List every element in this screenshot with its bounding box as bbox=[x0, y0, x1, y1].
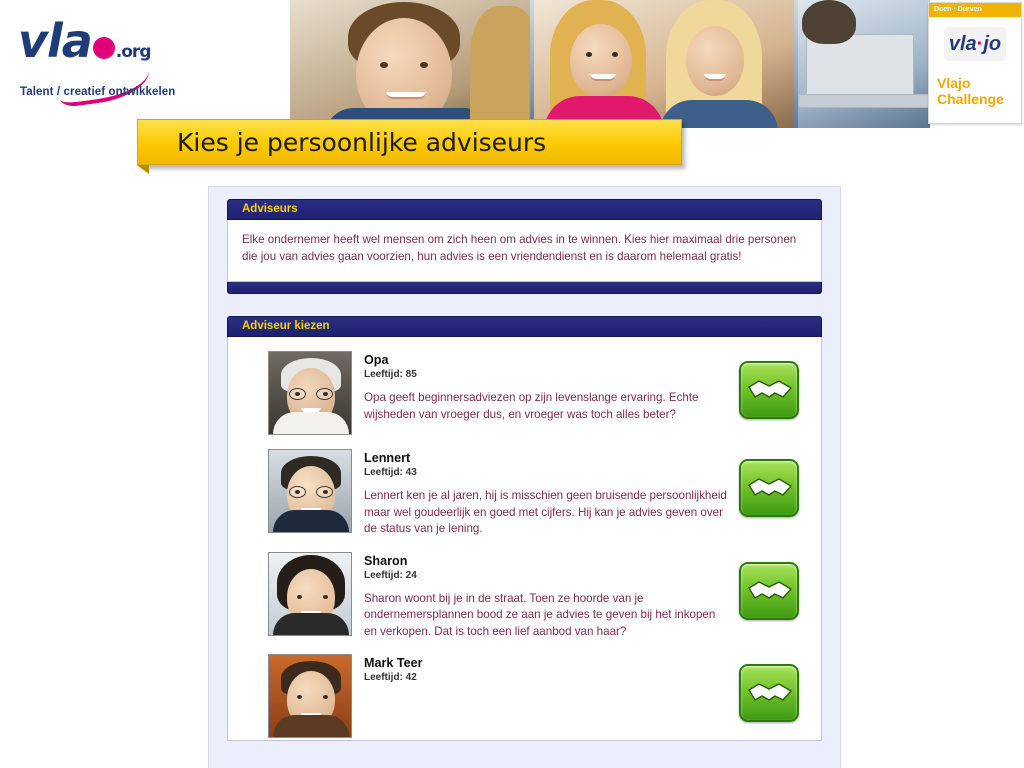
logo-org-text: .org bbox=[115, 42, 151, 62]
header-photo-panel-middle bbox=[534, 0, 794, 128]
choose-advisor-button[interactable] bbox=[739, 562, 799, 620]
advisor-name: Lennert bbox=[364, 451, 411, 465]
advisor-name: Opa bbox=[364, 353, 389, 367]
panel-spacer bbox=[209, 294, 840, 316]
avatar bbox=[268, 654, 352, 738]
advisor-age: Leeftijd: 24 bbox=[364, 569, 417, 581]
choose-advisor-button[interactable] bbox=[739, 664, 799, 722]
list-item[interactable] bbox=[228, 654, 821, 741]
advisor-list bbox=[228, 337, 821, 741]
badge-title-line2: Challenge bbox=[937, 91, 1004, 107]
handshake-icon bbox=[747, 373, 793, 407]
advisors-intro-text: Elke ondernemer heeft wel mensen om zich heen om advies in te winnen. Kies hier maximaal drie personen die jou van advies gaan voorzien, hun advies is een vriendendienst en is daarom helemaal gratis! bbox=[242, 233, 797, 263]
advisor-description: Lennert ken je al jaren, hij is misschien geen bruisende persoonlijkheid maar wel goudeerlijk en goed met cijfers. Hij kan je advies geven over de status van je lening. bbox=[364, 489, 727, 535]
advisor-description: Sharon woont bij je in de straat. Toen ze hoorde van je ondernemersplannen bood ze aan je advies te geven bij het inkopen en verkopen. Dat is toch een lief aanbod van haar? bbox=[364, 591, 716, 638]
handshake-icon bbox=[747, 471, 793, 505]
avatar bbox=[268, 552, 352, 636]
handshake-icon bbox=[747, 574, 793, 608]
avatar bbox=[268, 449, 352, 533]
advisor-info bbox=[352, 654, 727, 693]
vlajo-challenge-badge bbox=[928, 2, 1022, 124]
header-photo-panel-right bbox=[798, 0, 930, 128]
advisor-age: Leeftijd: 42 bbox=[364, 672, 417, 683]
advisor-info bbox=[352, 449, 727, 538]
list-item[interactable] bbox=[228, 449, 821, 552]
choose-advisor-button[interactable] bbox=[739, 361, 799, 419]
advisor-age: Leeftijd: 43 bbox=[364, 467, 417, 478]
badge-logo: vla·jo bbox=[944, 27, 1006, 61]
advisor-info bbox=[352, 351, 727, 423]
advisors-intro-panel bbox=[209, 187, 840, 294]
list-item[interactable] bbox=[228, 552, 821, 655]
banner-fold-decoration bbox=[137, 165, 149, 174]
vlajo-logo bbox=[18, 14, 208, 110]
advisors-intro-header: Adviseurs bbox=[227, 199, 822, 220]
choose-advisor-button[interactable] bbox=[739, 459, 799, 517]
badge-title bbox=[929, 75, 1021, 107]
badge-top-label: Doen · Durven bbox=[929, 3, 1021, 17]
avatar bbox=[268, 351, 352, 435]
header-photo-panel-left bbox=[290, 0, 530, 128]
badge-title-line1: Vlajo bbox=[937, 75, 971, 91]
advisor-chooser-header: Adviseur kiezen bbox=[227, 316, 822, 337]
content-page bbox=[208, 186, 841, 768]
header-photo bbox=[290, 0, 930, 128]
advisors-intro-footer-bar bbox=[227, 282, 822, 294]
page-title: Kies je persoonlijke adviseurs bbox=[177, 127, 547, 157]
logo-wordmark-text: vla bbox=[18, 14, 92, 68]
advisor-chooser-panel bbox=[209, 316, 840, 741]
advisor-age: Leeftijd: 85 bbox=[364, 369, 417, 380]
advisor-chooser-body bbox=[227, 337, 822, 741]
page-title-banner bbox=[137, 119, 682, 165]
handshake-icon bbox=[747, 676, 793, 710]
site-header bbox=[0, 0, 1024, 128]
advisor-name: Sharon bbox=[364, 553, 408, 568]
advisor-description: Opa geeft beginnersadviezen op zijn levenslange ervaring. Echte wijsheden van vroeger dus, en vroeger was toch alles beter? bbox=[364, 391, 699, 421]
advisor-info bbox=[352, 552, 727, 641]
list-item[interactable] bbox=[228, 351, 821, 449]
advisors-intro-body bbox=[227, 220, 822, 282]
logo-tagline: Talent / creatief ontwikkelen bbox=[20, 86, 176, 98]
advisor-name: Mark Teer bbox=[364, 656, 423, 670]
